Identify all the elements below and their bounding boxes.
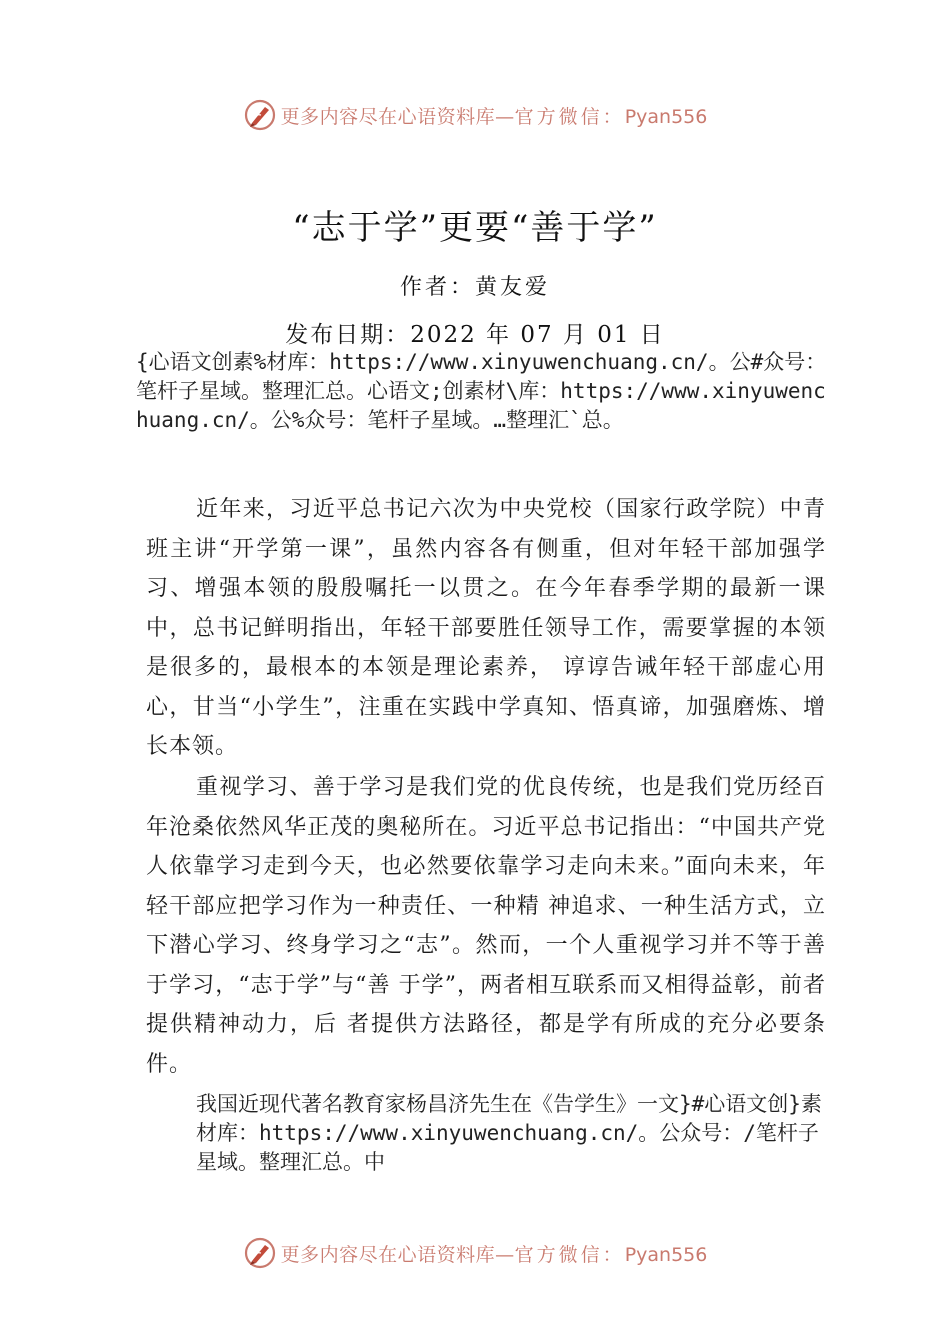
pen-logo-icon	[243, 1236, 277, 1270]
banner-wechat-label: 官方微信：	[514, 105, 625, 128]
body-paragraph-2: 重视学习、善于学习是我们党的优良传统，也是我们党历经百年沧桑依然风华正茂的奥秘所在。习近平总书记指出：“中国共产党人依靠学习走到今天，也必然要依靠学习走向未来。”面向未来，年轻干部应把学习作为一种责任、一种精 神追求、一种生活方式，立下潜心学习、终身学习之“志”。然而，一个人重视学习并不等于善于学习，“志于学”与“善 于学”，两者相互联系而又相得益彰，前者提供精神动力，后 者提供方法路径，都是学有所成的充分必要条件。	[146, 775, 826, 1077]
banner-text	[281, 1240, 708, 1267]
banner-separator: —	[495, 1243, 515, 1266]
article-author: 作者：黄友爱	[399, 275, 550, 300]
article-date: 发布日期：2022 年 07 月 01 日	[285, 322, 665, 348]
watermark-text-1: {心语文创素%材库：https://www.xinyuwenchuang.cn/。公#众号：笔杆子星域。整理汇总。心语文;创素材\库：https://www.xinyuwenchuang.cn/。公%众号：笔杆子星域。…整理汇`总。	[136, 350, 827, 432]
banner-separator: —	[495, 105, 515, 128]
body-paragraph-1: 近年来，习近平总书记六次为中央党校（国家行政学院）中青班主讲“开学第一课”，虽然内容各有侧重，但对年轻干部加强学习、增强本领的殷殷嘱托一以贯之。在今年春季学期的最新一课中，总书记鲜明指出，年轻干部要胜任领导工作，需要掌握的本领是很多的，最根本的本领是理论素养， 谆谆告诫年轻干部虚心用心，甘当“小学生”，注重在实践中学真知、悟真谛，加强磨炼、增长本领。	[146, 497, 826, 759]
article-title: “志于学”更要“善于学”	[292, 208, 658, 248]
footer-banner	[0, 1233, 950, 1273]
banner-slogan: 更多内容尽在心语资料库	[280, 105, 496, 128]
pen-logo-icon	[243, 98, 277, 132]
banner-wechat-label: 官方微信：	[514, 1243, 625, 1266]
header-banner	[0, 95, 950, 135]
watermark-text-2: 我国近现代著名教育家杨昌济先生在《告学生》一文}#心语文创}素材库：https://www.xinyuwenchuang.cn/。公众号：/笔杆子星域。整理汇总。中	[196, 1092, 822, 1174]
banner-wechat-id: Pyan556	[624, 105, 708, 128]
banner-slogan: 更多内容尽在心语资料库	[280, 1243, 496, 1266]
banner-wechat-id: Pyan556	[624, 1243, 708, 1266]
banner-text	[281, 102, 708, 129]
